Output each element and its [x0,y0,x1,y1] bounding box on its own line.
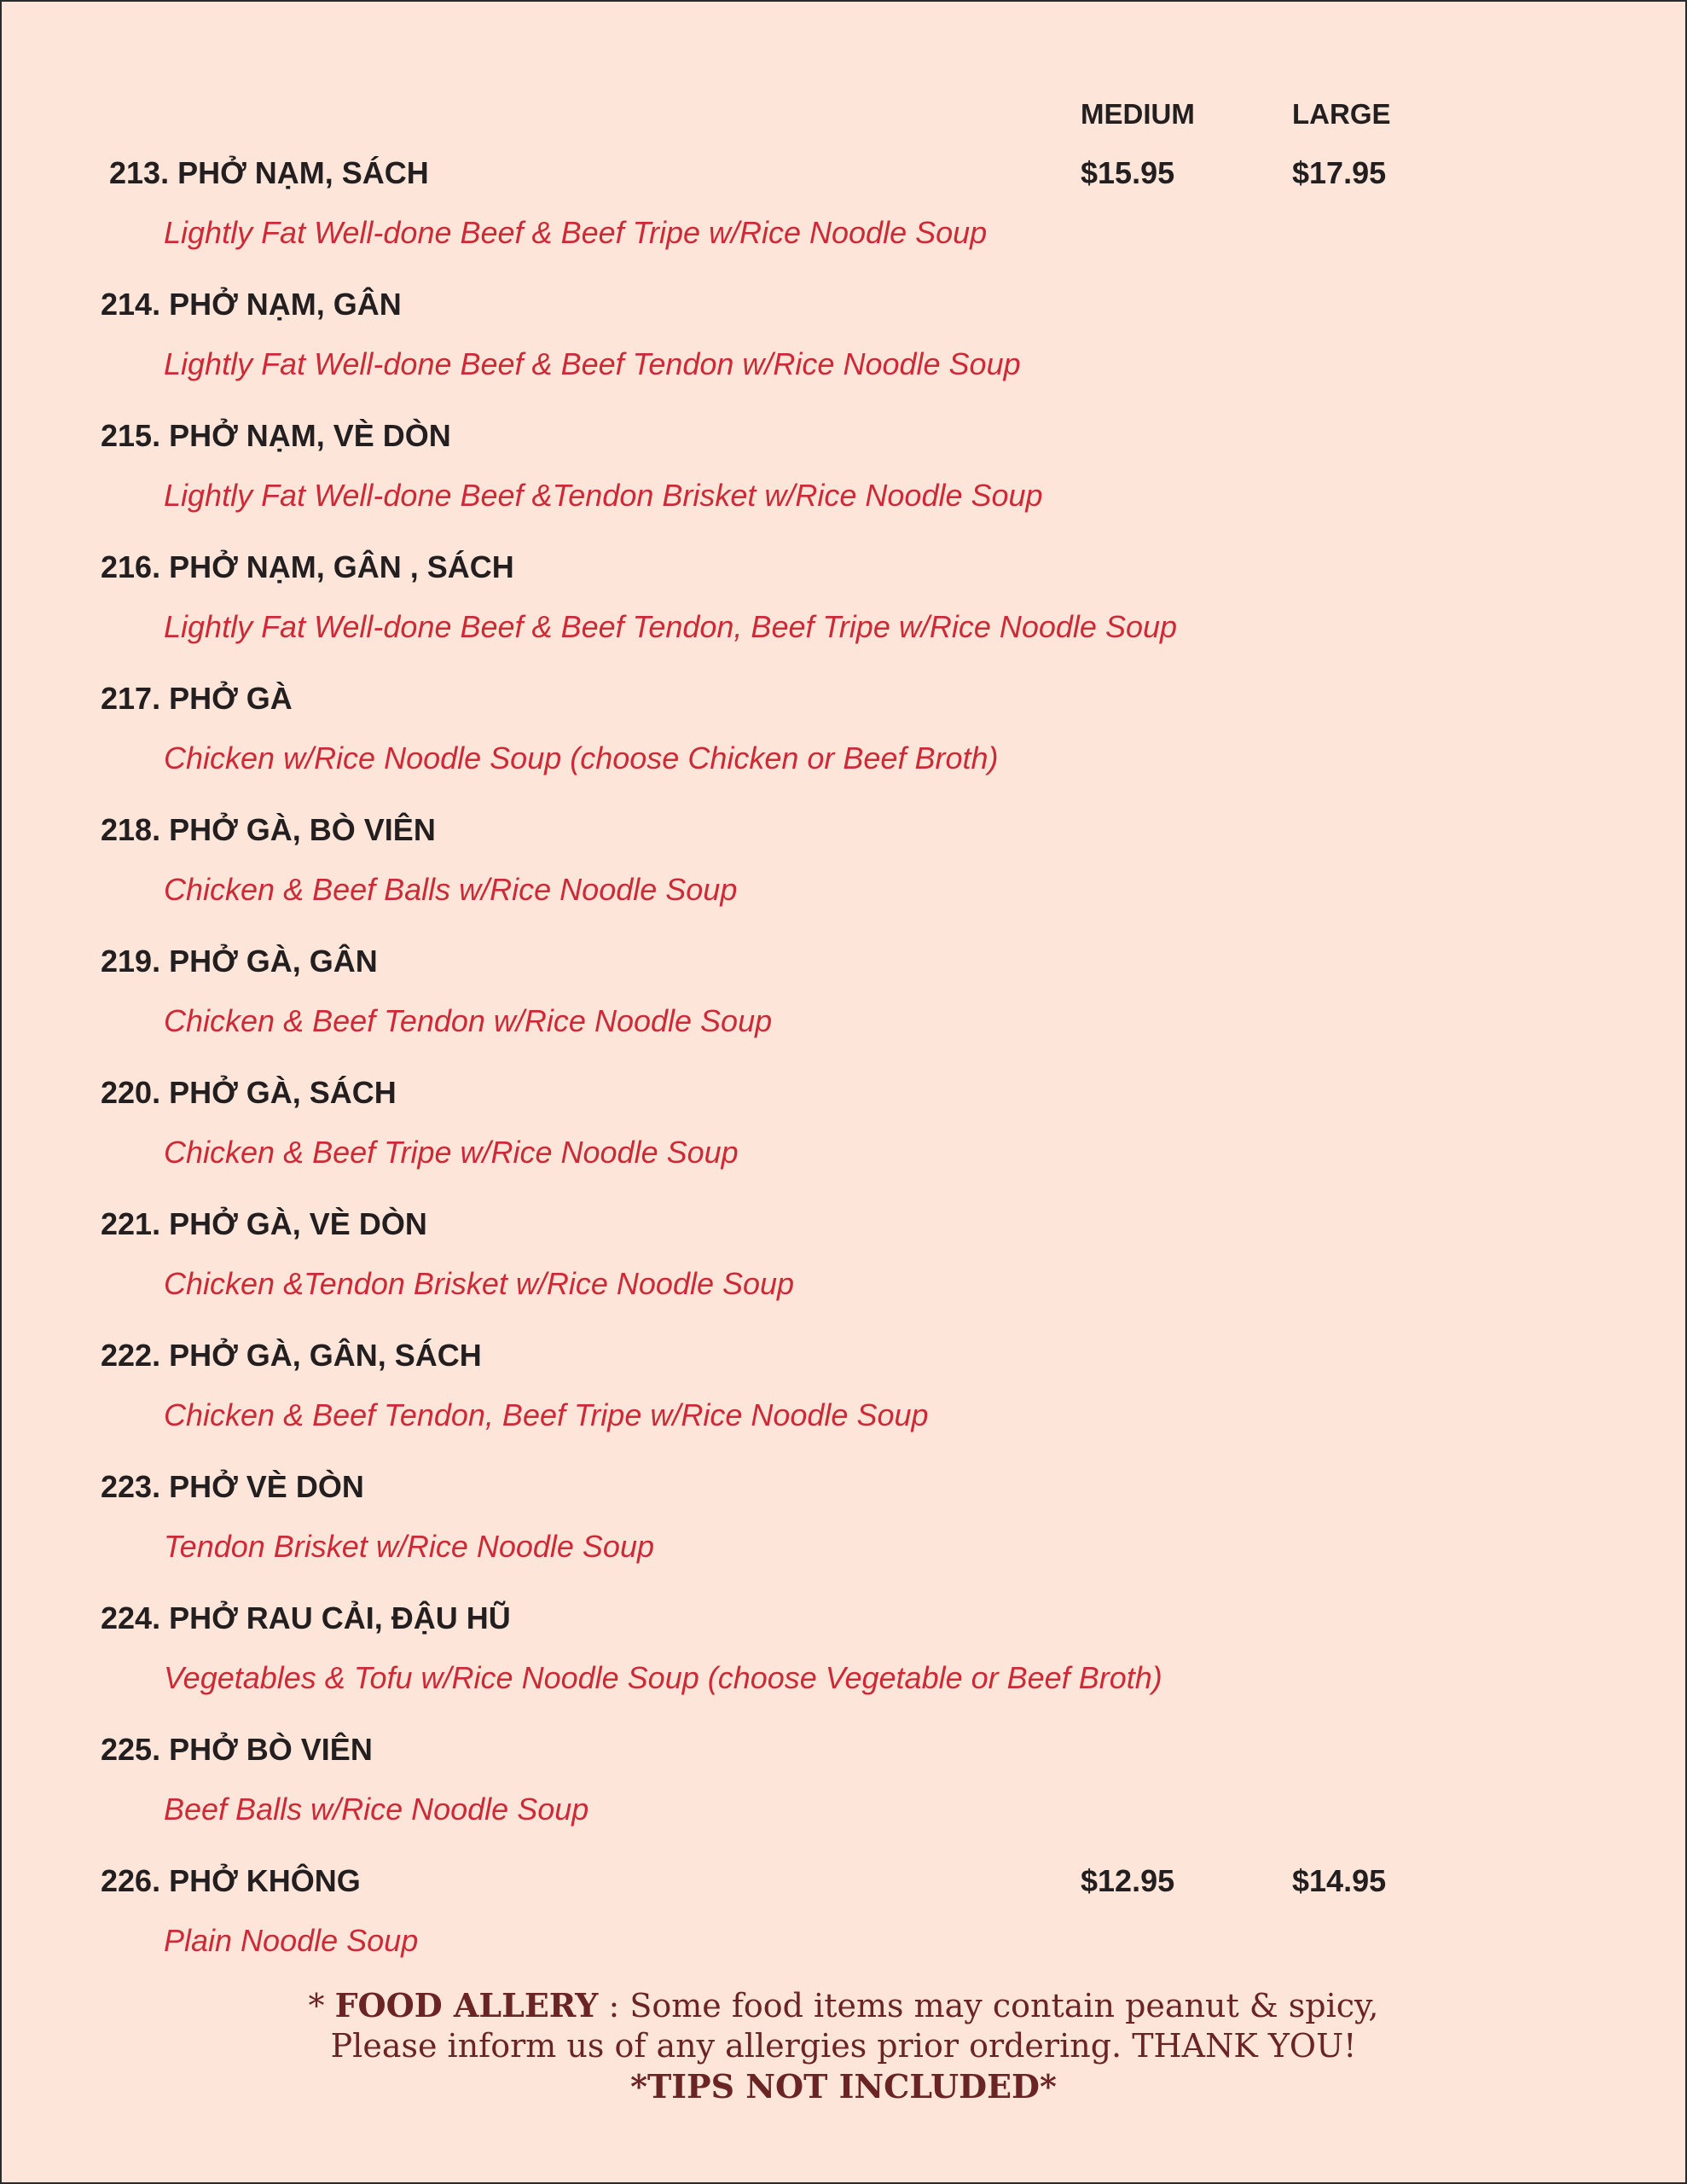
menu-item-name: 214. PHỞ NẠM, GÂN [101,287,402,322]
menu-item [2,1467,1685,1599]
menu-item-description: Plain Noodle Soup [164,1923,419,1958]
menu-item-description: Chicken &Tendon Brisket w/Rice Noodle Soup [164,1266,795,1301]
large-price: $17.95 [1292,155,1387,190]
menu-item [2,810,1685,942]
menu-item-description: Chicken & Beef Tendon w/Rice Noodle Soup [164,1003,773,1038]
menu-item-list [2,154,1685,1993]
allergy-text-1: : Some food items may contain peanut & spicy, [598,1987,1379,2024]
menu-item-description: Vegetables & Tofu w/Rice Noodle Soup (choose Vegetable or Beef Broth) [164,1660,1162,1695]
menu-item-description: Beef Balls w/Rice Noodle Soup [164,1792,589,1827]
menu-item [2,1730,1685,1862]
menu-item-name: 218. PHỞ GÀ, BÒ VIÊN [101,812,436,847]
menu-item-name: 221. PHỞ GÀ, VÈ DÒN [101,1206,427,1241]
menu-item-description: Chicken w/Rice Noodle Soup (choose Chicken or Beef Broth) [164,741,999,775]
medium-price: $12.95 [1081,1863,1175,1898]
allergy-notice-line-1 [2,1985,1685,2026]
menu-item-name: 226. PHỞ KHÔNG [101,1863,361,1898]
menu-item-name: 220. PHỞ GÀ, SÁCH [101,1075,397,1110]
tips-notice [2,2066,1685,2107]
menu-item-name: 222. PHỞ GÀ, GÂN, SÁCH [101,1338,482,1373]
menu-item [2,1599,1685,1730]
large-column-header: LARGE [1292,98,1391,130]
menu-item-name: 216. PHỞ NẠM, GÂN , SÁCH [101,549,514,584]
large-price: $14.95 [1292,1863,1387,1898]
menu-item-description: Lightly Fat Well-done Beef &Tendon Brisket w/Rice Noodle Soup [164,478,1043,513]
menu-item-name: 215. PHỞ NẠM, VÈ DÒN [101,418,451,453]
menu-item [2,1336,1685,1467]
menu-item-name: 219. PHỞ GÀ, GÂN [101,944,378,979]
menu-item-description: Lightly Fat Well-done Beef & Beef Tendon w/Rice Noodle Soup [164,346,1021,381]
menu-item [2,154,1685,285]
menu-item-name: 213. PHỞ NẠM, SÁCH [109,155,429,190]
menu-item [2,285,1685,416]
menu-item-description: Tendon Brisket w/Rice Noodle Soup [164,1529,654,1564]
allergy-notice-line-2: Please inform us of any allergies prior ordering. THANK YOU! [330,2027,1357,2065]
menu-item [2,548,1685,679]
allergy-notice [2,1985,1685,2107]
menu-item-name: 217. PHỞ GÀ [101,681,293,716]
menu-item [2,1205,1685,1336]
allergy-label: FOOD ALLERY [334,1986,599,2024]
menu-item-description: Lightly Fat Well-done Beef & Beef Tendon, Beef Tripe w/Rice Noodle Soup [164,609,1178,644]
menu-item [2,1862,1685,1993]
menu-item-description: Lightly Fat Well-done Beef & Beef Tripe w/Rice Noodle Soup [164,215,988,250]
menu-item-description: Chicken & Beef Tendon, Beef Tripe w/Rice Noodle Soup [164,1397,929,1432]
menu-item-name: 225. PHỞ BÒ VIÊN [101,1732,373,1767]
menu-item [2,679,1685,810]
menu-item [2,1073,1685,1205]
menu-item-name: 224. PHỞ RAU CẢI, ĐẬU HŨ [101,1600,511,1635]
menu-item-description: Chicken & Beef Tripe w/Rice Noodle Soup [164,1135,739,1170]
tips-text: *TIPS NOT INCLUDED* [630,2067,1057,2106]
menu-item-name: 223. PHỞ VÈ DÒN [101,1469,364,1504]
allergy-prefix: * [308,1987,335,2024]
medium-column-header: MEDIUM [1081,98,1195,130]
menu-item-description: Chicken & Beef Balls w/Rice Noodle Soup [164,872,738,907]
menu-item [2,942,1685,1073]
medium-price: $15.95 [1081,155,1175,190]
menu-item [2,416,1685,548]
